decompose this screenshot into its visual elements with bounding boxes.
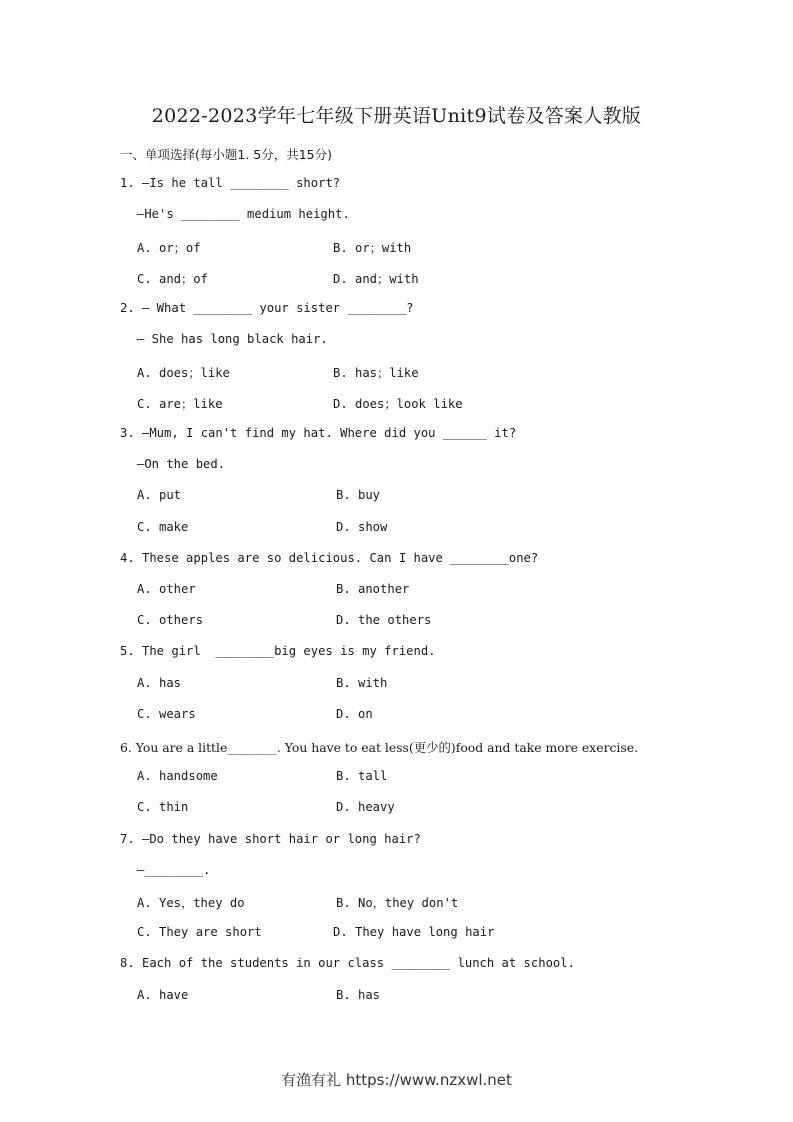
question-1-stem: 1. —Is he tall ________ short?	[120, 176, 341, 190]
question-3-option-d: D. show	[336, 520, 388, 534]
question-2-option-b: B. has；like	[333, 366, 419, 380]
question-1-option-a: A. or；of	[137, 241, 201, 255]
question-2-stem: 2. — What ________ your sister ________?	[120, 301, 414, 315]
question-3-option-c: C. make	[137, 520, 189, 534]
question-5-option-b: B. with	[336, 676, 388, 690]
question-7-response: —________.	[137, 863, 211, 877]
question-1-response: —He's ________ medium height.	[137, 207, 350, 221]
question-5-option-d: D. on	[336, 707, 373, 721]
question-8-option-b: B. has	[336, 988, 381, 1002]
question-6-stem: 6. You are a little________. You have to eat less(更少的)food and take more exercise.	[120, 740, 639, 755]
question-3-stem: 3. —Mum, I can't find my hat. Where did you ______ it?	[120, 426, 517, 440]
question-3-response: —On the bed.	[137, 457, 226, 471]
question-2-option-d: D. does；look like	[333, 397, 463, 411]
question-7-option-c: C. They are short	[137, 925, 262, 939]
section-heading: 一、单项选择(每小题1. 5分，共15分)	[120, 147, 333, 162]
question-5-option-c: C. wears	[137, 707, 196, 721]
question-6-option-c: C. thin	[137, 800, 189, 814]
question-1-option-d: D. and；with	[333, 272, 419, 286]
question-6-option-a: A. handsome	[137, 769, 218, 783]
question-4-option-b: B. another	[336, 582, 410, 596]
question-6-option-b: B. tall	[336, 769, 388, 783]
question-1-option-c: C. and；of	[137, 272, 208, 286]
question-3-option-b: B. buy	[336, 488, 381, 502]
question-7-stem: 7. —Do they have short hair or long hair?	[120, 832, 421, 846]
question-8-stem: 8. Each of the students in our class ________ lunch at school.	[120, 956, 575, 970]
question-8-option-a: A. have	[137, 988, 189, 1002]
question-4-option-c: C. others	[137, 613, 204, 627]
question-5-option-a: A. has	[137, 676, 182, 690]
question-7-option-d: D. They have long hair	[333, 925, 495, 939]
question-2-option-a: A. does；like	[137, 366, 230, 380]
question-4-option-d: D. the others	[336, 613, 432, 627]
question-4-option-a: A. other	[137, 582, 196, 596]
page-title: 2022-2023学年七年级下册英语Unit9试卷及答案人教版	[151, 105, 642, 127]
question-1-option-b: B. or；with	[333, 241, 412, 255]
question-2-option-c: C. are；like	[137, 397, 223, 411]
question-2-response: — She has long black hair.	[137, 332, 328, 346]
question-4-stem: 4. These apples are so delicious. Can I have ________one?	[120, 551, 539, 565]
question-7-option-a: A. Yes，they do	[137, 896, 245, 910]
question-7-option-b: B. No，they don't	[336, 896, 459, 910]
question-3-option-a: A. put	[137, 488, 182, 502]
question-5-stem: 5. The girl ________big eyes is my friend.	[120, 644, 436, 658]
footer-watermark: 有渔有礼 https://www.nzxwl.net	[281, 1071, 512, 1089]
question-6-option-d: D. heavy	[336, 800, 395, 814]
